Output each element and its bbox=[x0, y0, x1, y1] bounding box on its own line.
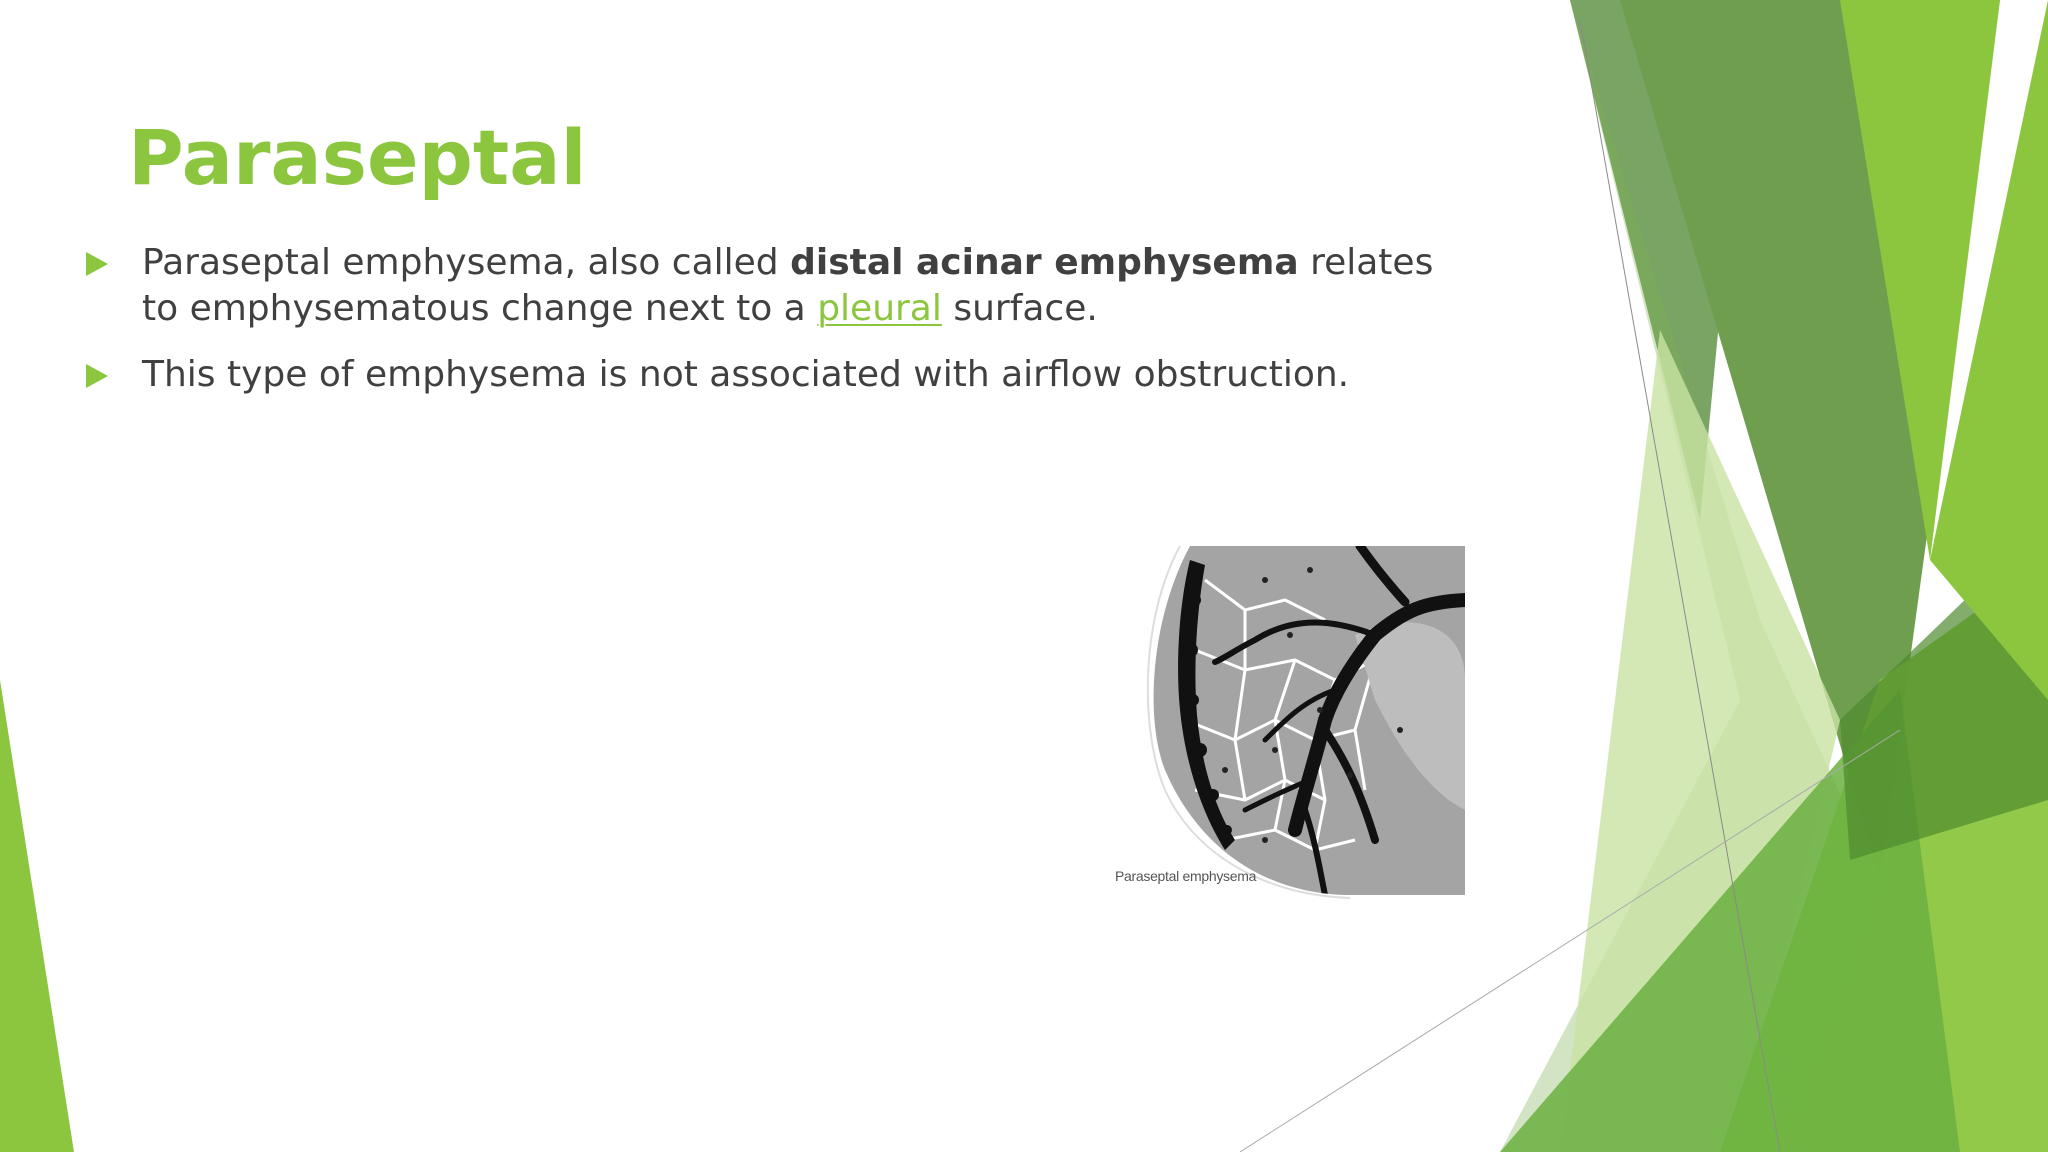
bullet-text: Paraseptal emphysema, also called bbox=[142, 242, 791, 283]
lung-diagram-icon bbox=[1105, 540, 1465, 905]
bullet-list bbox=[86, 240, 1466, 418]
bullet-text: relates to emphysematous change next to a bbox=[142, 242, 1434, 329]
bullet-item bbox=[86, 240, 1466, 332]
triangle-bullet-icon bbox=[86, 252, 108, 276]
bullet-text: This type of emphysema is not associated with airflow obstruction. bbox=[142, 354, 1350, 395]
bullet-text: surface. bbox=[941, 288, 1098, 329]
bullet-item bbox=[86, 352, 1466, 398]
triangle-bullet-icon bbox=[86, 364, 108, 388]
figure-caption: Paraseptal emphysema bbox=[1115, 868, 1257, 884]
slide-title: Paraseptal bbox=[128, 113, 587, 202]
pleural-link[interactable]: pleural bbox=[817, 288, 942, 329]
bold-term: distal acinar emphysema bbox=[790, 242, 1299, 283]
